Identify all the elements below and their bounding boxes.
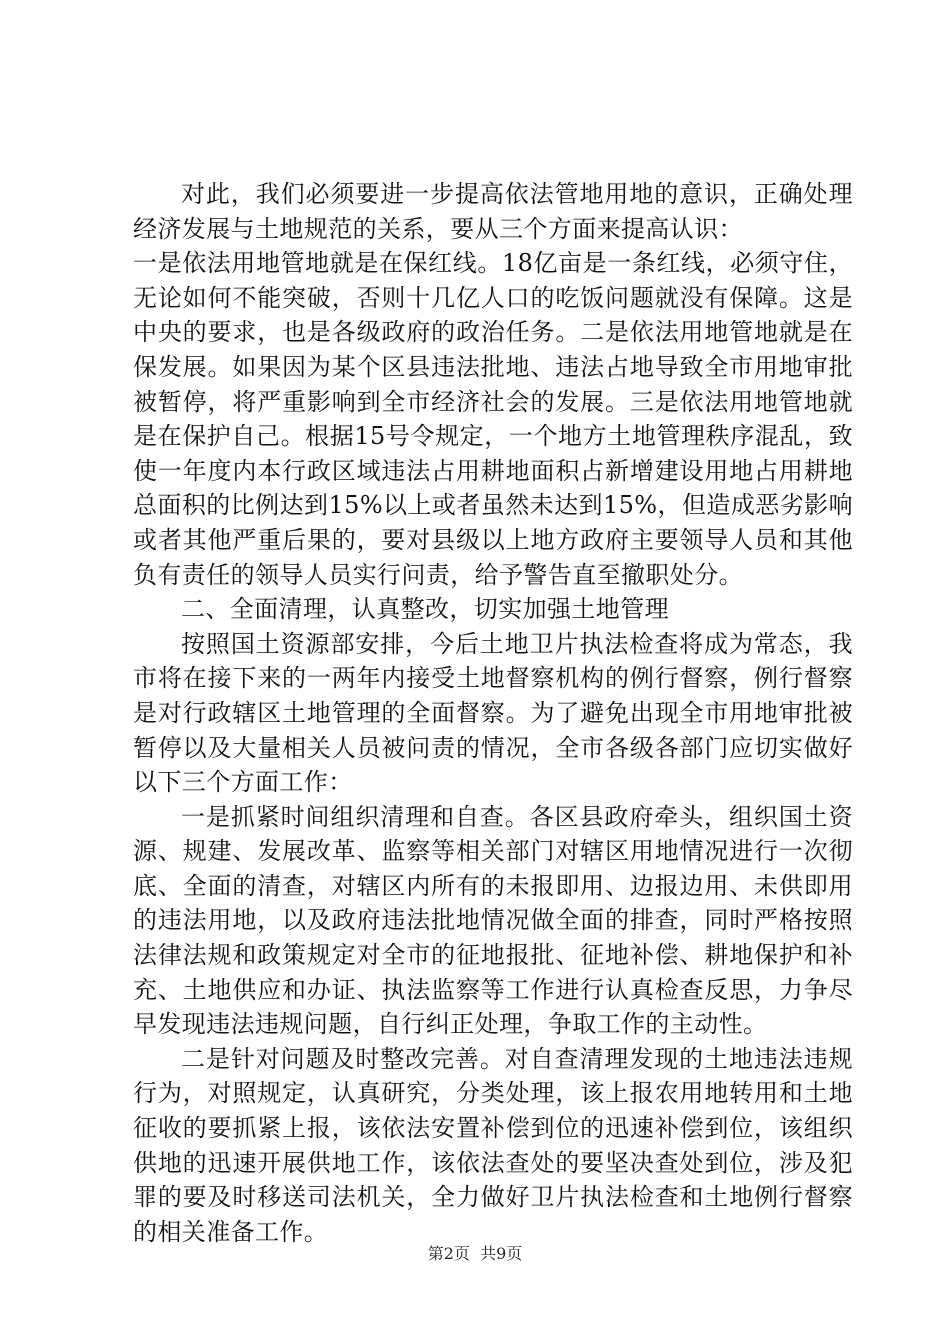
document-body bbox=[133, 177, 853, 1249]
page-footer bbox=[0, 1244, 950, 1264]
section-heading-two: 二、全面清理，认真整改，切实加强土地管理 bbox=[181, 595, 669, 624]
paragraph-intro: 对此，我们必须要进一步提高依法管地用地的意识，正确处理经济发展与土地规范的关系，要从三个方面来提高认识： bbox=[133, 180, 853, 243]
paragraph-arrangement: 按照国土资源部安排，今后土地卫片执法检查将成为常态，我市将在接下来的一两年内接受土地督察机构的例行督察，例行督察是对行政辖区土地管理的全面督察。为了避免出现全市用地审批被暂停以及大量相关人员被问责的情况，全市各级各部门应切实做好以下三个方面工作： bbox=[133, 629, 853, 797]
paragraph-three-points: 一是依法用地管地就是在保红线。18亿亩是一条红线，必须守住，无论如何不能突破，否则十几亿人口的吃饭问题就没有保障。这是中央的要求，也是各级政府的政治任务。二是依法用地管地就是在保发展。如果因为某个区县违法批地、违法占地导致全市用地审批被暂停，将严重影响到全市经济社会的发展。三是依法用地管地就是在保护自己。根据15号令规定，一个地方土地管理秩序混乱，致使一年度内本行政区域违法占用耕地面积占新增建设用地占用耕地总面积的比例达到15%以上或者虽然未达到15%，但造成恶劣影响或者其他严重后果的，要对县级以上地方政府主要领导人员和其他负有责任的领导人员实行问责，给予警告直至撤职处分。 bbox=[133, 249, 853, 589]
page-number: 第2页 共9页 bbox=[427, 1244, 523, 1263]
paragraph-rectification: 二是针对问题及时整改完善。对自查清理发现的土地违法违规行为，对照规定，认真研究，分类处理，该上报农用地转用和土地征收的要抓紧上报，该依法安置补偿到位的迅速补偿到位，该组织供地的迅速开展供地工作，该依法查处的要坚决查处到位，涉及犯罪的要及时移送司法机关，全力做好卫片执法检查和土地例行督察的相关准备工作。 bbox=[133, 1044, 853, 1246]
paragraph-cleanup: 一是抓紧时间组织清理和自查。各区县政府牵头，组织国土资源、规建、发展改革、监察等相关部门对辖区用地情况进行一次彻底、全面的清查，对辖区内所有的未报即用、边报边用、未供即用的违法用地，以及政府违法批地情况做全面的排查，同时严格按照法律法规和政策规定对全市的征地报批、征地补偿、耕地保护和补充、土地供应和办证、执法监察等工作进行认真检查反思，力争尽早发现违法违规问题，自行纠正处理，争取工作的主动性。 bbox=[133, 802, 853, 1039]
